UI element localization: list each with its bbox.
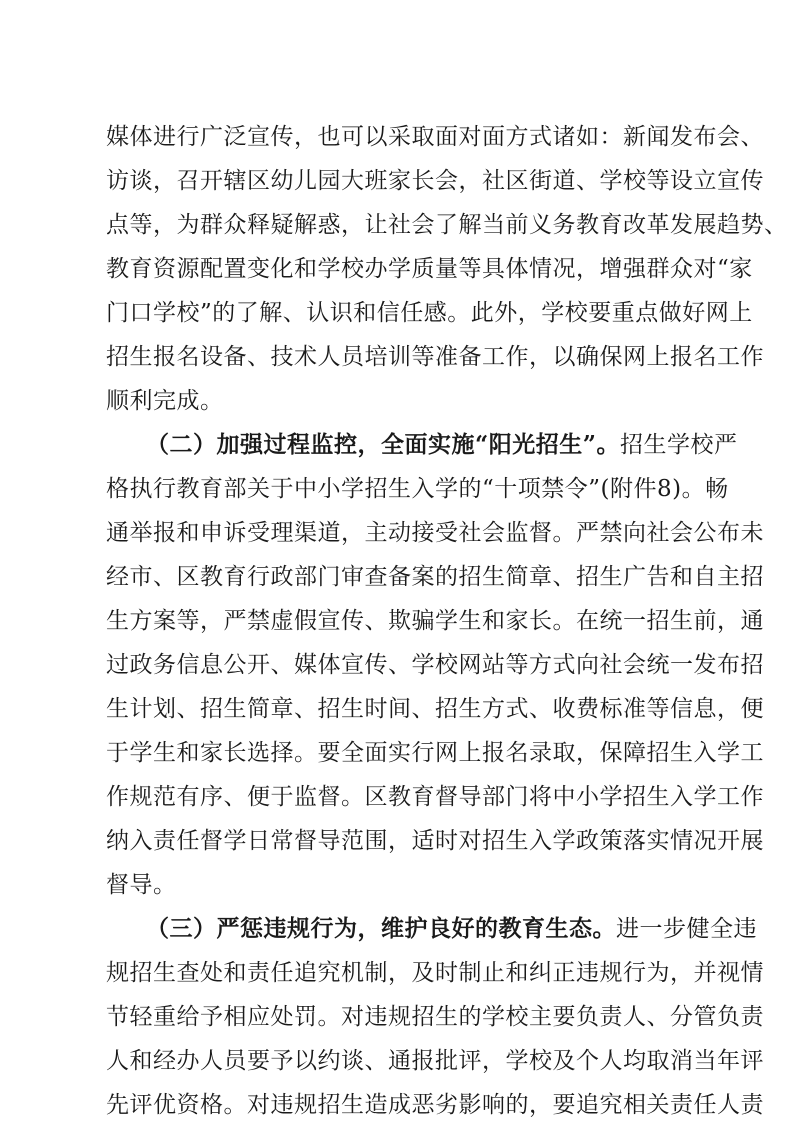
body-line: 生计划、招生简章、招生时间、招生方式、收费标准等信息，便 bbox=[106, 696, 764, 722]
body-line: 过政务信息公开、媒体宣传、学校网站等方式向社会统一发布招 bbox=[106, 652, 764, 678]
body-line: 格执行教育部关于中小学招生入学的“十项禁令”(附件8)。畅 bbox=[106, 476, 729, 502]
body-line: 人和经办人员要予以约谈、通报批评，学校及个人均取消当年评 bbox=[106, 1048, 764, 1074]
body-line: 访谈，召开辖区幼儿园大班家长会，社区街道、学校等设立宣传 bbox=[106, 168, 764, 194]
body-line: 生方案等，严禁虚假宣传、欺骗学生和家长。在统一招生前，通 bbox=[106, 608, 764, 634]
body-line: 通举报和申诉受理渠道，主动接受社会监督。严禁向社会公布未 bbox=[106, 520, 764, 546]
body-line: 规招生查处和责任追究机制，及时制止和纠正违规行为，并视情 bbox=[106, 960, 764, 986]
body-line: 招生报名设备、技术人员培训等准备工作，以确保网上报名工作 bbox=[106, 344, 764, 370]
body-line: 先评优资格。对违规招生造成恶劣影响的，要追究相关责任人责 bbox=[106, 1092, 764, 1118]
body-line: 教育资源配置变化和学校办学质量等具体情况，增强群众对“家 bbox=[106, 256, 753, 282]
body-line: 门口学校”的了解、认识和信任感。此外，学校要重点做好网上 bbox=[106, 300, 753, 326]
body-line: 于学生和家长选择。要全面实行网上报名录取，保障招生入学工 bbox=[106, 740, 764, 766]
section-heading-line: （二）加强过程监控，全面实施“阳光招生”。招生学校严 bbox=[146, 431, 738, 458]
body-line: 顺利完成。 bbox=[106, 388, 224, 414]
body-line: 经市、区教育行政部门审查备案的招生简章、招生广告和自主招 bbox=[106, 564, 764, 590]
body-line: 媒体进行广泛宣传，也可以采取面对面方式诸如：新闻发布会、 bbox=[106, 124, 764, 150]
body-line: 纳入责任督学日常督导范围，适时对招生入学政策落实情况开展 bbox=[106, 828, 764, 854]
body-line: 点等，为群众释疑解惑，让社会了解当前义务教育改革发展趋势、 bbox=[106, 212, 788, 238]
body-line: 节轻重给予相应处罚。对违规招生的学校主要负责人、分管负责 bbox=[106, 1004, 764, 1030]
section-heading-line: （三）严惩违规行为，维护良好的教育生态。进一步健全违 bbox=[146, 915, 757, 942]
section-heading-three: （三）严惩违规行为，维护良好的教育生态。 bbox=[146, 915, 616, 942]
section-heading-two: （二）加强过程监控，全面实施“阳光招生”。 bbox=[146, 431, 620, 458]
body-line: 作规范有序、便于监督。区教育督导部门将中小学招生入学工作 bbox=[106, 784, 764, 810]
body-line: 督导。 bbox=[106, 872, 177, 898]
